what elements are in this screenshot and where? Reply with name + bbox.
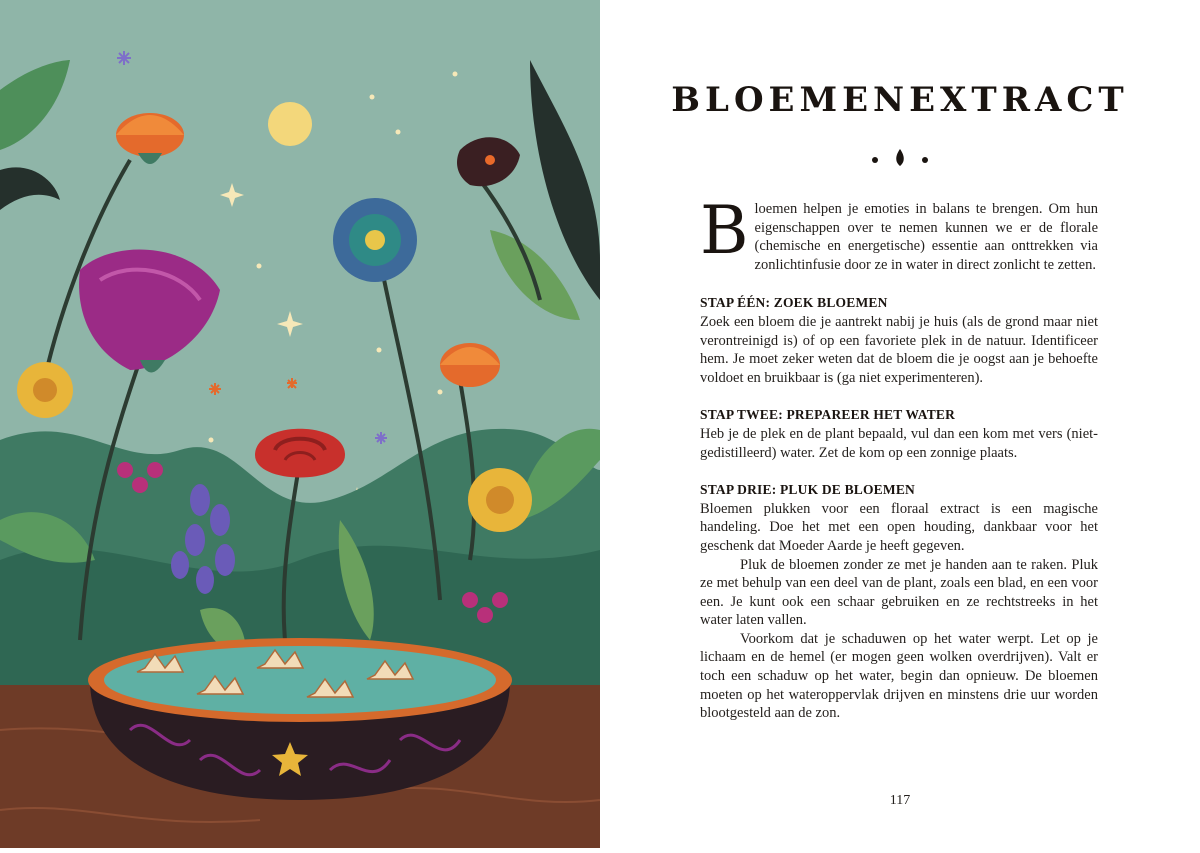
step-paragraph: Zoek een bloem die je aantrekt nabij je huis (als de grond maar niet verontreinigd is) of op een favoriete plek in de natuur. Identificeer hem. Je moet zeker weten dat de bloem die je oogst aan je behoefte voldoet en bruikbaar is (ga niet experimenteren). [700,313,1098,386]
orange-flower [440,343,500,387]
intro-paragraph [700,192,1098,274]
page-body [700,192,1098,742]
step-paragraph: Pluk de bloemen zonder ze met je handen aan te raken. Pluk ze met behulp van een deel van de plant, zoals een blad, en een voor een. Je kunt ook een schaar gebruiken en ze rechtstreeks in het water laten vallen. [700,556,1098,629]
drop-cap: B [700,192,749,269]
title-ornament [600,147,1200,169]
ornament-dot-icon [922,157,928,163]
step-paragraph: Heb je de plek en de plant bepaald, vul dan een kom met vers (niet-gedistilleerd) water. Zet de kom op een zonnige plaats. [700,425,1098,461]
teal-flower [333,198,417,282]
yellow-flower [468,468,532,532]
ornament-drop-icon [896,149,904,166]
yellow-flower [17,362,73,418]
intro-text: loemen helpen je emoties in balans te brengen. Om hun eigenschappen over te nemen kunnen we er de florale (chemische en energetische) essentie aan onttrekken via zonlichtinfusie door ze in water in direct zonlicht te zetten. [754,201,1098,273]
page-title: BLOEMENEXTRACT [671,80,1129,120]
ornament-dot-icon [872,157,878,163]
step-paragraph: Bloemen plukken voor een floraal extract is een magische handeling. Doe het met een open houding, dankbaar voor het geschenk dat Moeder Aarde je heeft gegeven. [700,500,1098,554]
step-section [700,481,1098,723]
step-section [700,294,1098,387]
step-heading: STAP ÉÉN: ZOEK BLOEMEN [700,295,888,311]
step-heading: STAP TWEE: PREPAREER HET WATER [700,407,956,423]
red-rose [255,429,345,478]
sun-icon [268,102,312,146]
step-section [700,406,1098,462]
water-surface [104,646,496,714]
page-number: 117 [889,793,911,808]
step-paragraph: Voorkom dat je schaduwen op het water werpt. Let op je lichaam en de hemel (er mogen geen wolken overdrijven). Valt er toch een schaduw op het water, begin dan opnieuw. De bloemen moeten op het wateroppervlak drijven en minstens drie uur worden blootgesteld aan de zon. [700,630,1098,722]
flower-bowl-illustration [0,0,600,848]
step-heading: STAP DRIE: PLUK DE BLOEMEN [700,482,915,498]
text-page [600,0,1200,848]
